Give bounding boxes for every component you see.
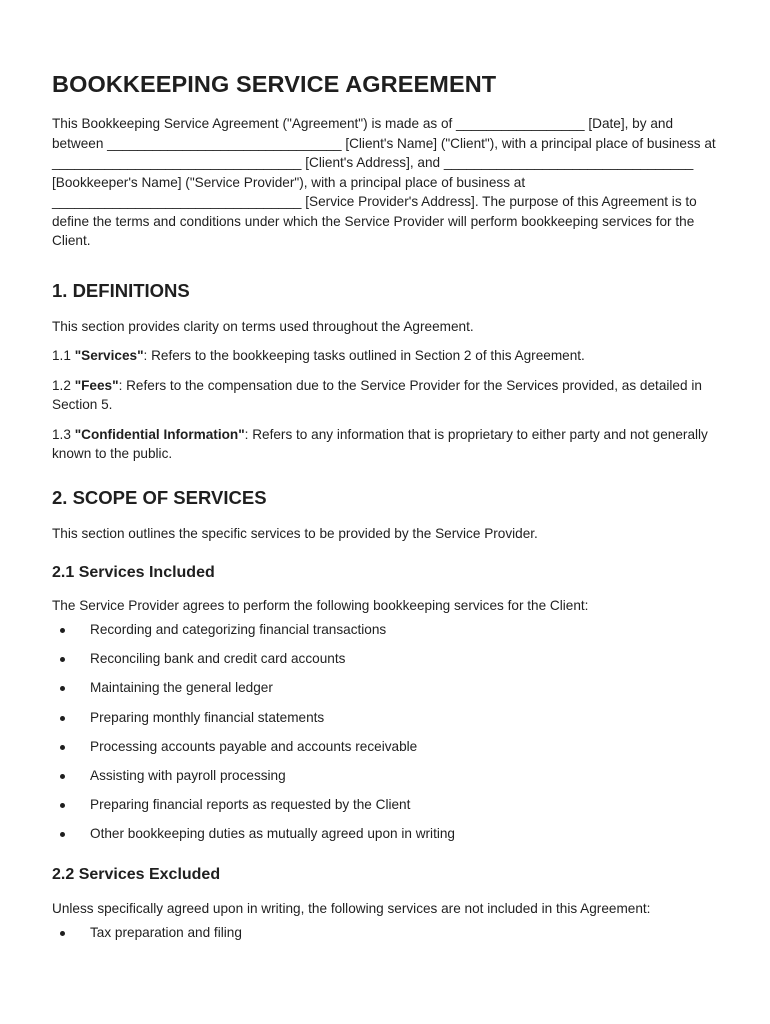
bullet-icon	[60, 774, 65, 779]
services-included-list	[52, 620, 718, 843]
services-included-intro: The Service Provider agrees to perform the following bookkeeping services for the Client:	[52, 597, 589, 613]
bullet-icon	[60, 628, 65, 633]
list-item: Recording and categorizing financial transactions	[52, 620, 718, 640]
bullet-icon	[60, 716, 65, 721]
services-excluded-list	[52, 923, 718, 943]
bullet-icon	[60, 832, 65, 837]
list-item: Maintaining the general ledger	[52, 678, 718, 698]
scope-heading: 2. SCOPE OF SERVICES	[52, 486, 267, 508]
services-included-heading: 2.1 Services Included	[52, 563, 215, 581]
document-title: BOOKKEEPING SERVICE AGREEMENT	[52, 71, 497, 97]
list-item: Tax preparation and filing	[52, 923, 718, 943]
services-excluded-intro: Unless specifically agreed upon in writing, the following services are not included in this Agreement:	[52, 900, 651, 916]
definition-item: 1.2 "Fees": Refers to the compensation due to the Service Provider for the Services provided, as detailed in Section 5.	[52, 377, 702, 413]
list-item: Preparing financial reports as requested by the Client	[52, 795, 718, 815]
bullet-icon	[60, 931, 65, 936]
definition-item: 1.1 "Services": Refers to the bookkeeping tasks outlined in Section 2 of this Agreement.	[52, 348, 585, 364]
definitions-intro: This section provides clarity on terms used throughout the Agreement.	[52, 318, 474, 334]
bullet-icon	[60, 803, 65, 808]
intro-paragraph: This Bookkeeping Service Agreement ("Agreement") is made as of _________________ [Date], by and between _______________________________ [Client's Name] ("Client"), with a principal place of business at _________________________________ [Client's Address], and _________________________________ [Bookkeeper's Name] ("Service Provider"), with a principal place of business at _________________________________ [Service Provider's Address]. The purpose of this Agreement is to define the terms and conditions under which the Service Provider will perform bookkeeping services for the Client.	[52, 116, 716, 249]
definition-item: 1.3 "Confidential Information": Refers to any information that is proprietary to either party and not generally known to the public.	[52, 426, 708, 462]
list-item: Reconciling bank and credit card accounts	[52, 649, 718, 669]
scope-intro: This section outlines the specific services to be provided by the Service Provider.	[52, 526, 538, 542]
services-excluded-heading: 2.2 Services Excluded	[52, 866, 221, 884]
list-item: Preparing monthly financial statements	[52, 708, 718, 728]
list-item: Processing accounts payable and accounts receivable	[52, 737, 718, 757]
definitions-heading: 1. DEFINITIONS	[52, 279, 190, 301]
list-item: Other bookkeeping duties as mutually agreed upon in writing	[52, 824, 718, 844]
list-item: Assisting with payroll processing	[52, 766, 718, 786]
bullet-icon	[60, 745, 65, 750]
bullet-icon	[60, 657, 65, 662]
bullet-icon	[60, 686, 65, 691]
